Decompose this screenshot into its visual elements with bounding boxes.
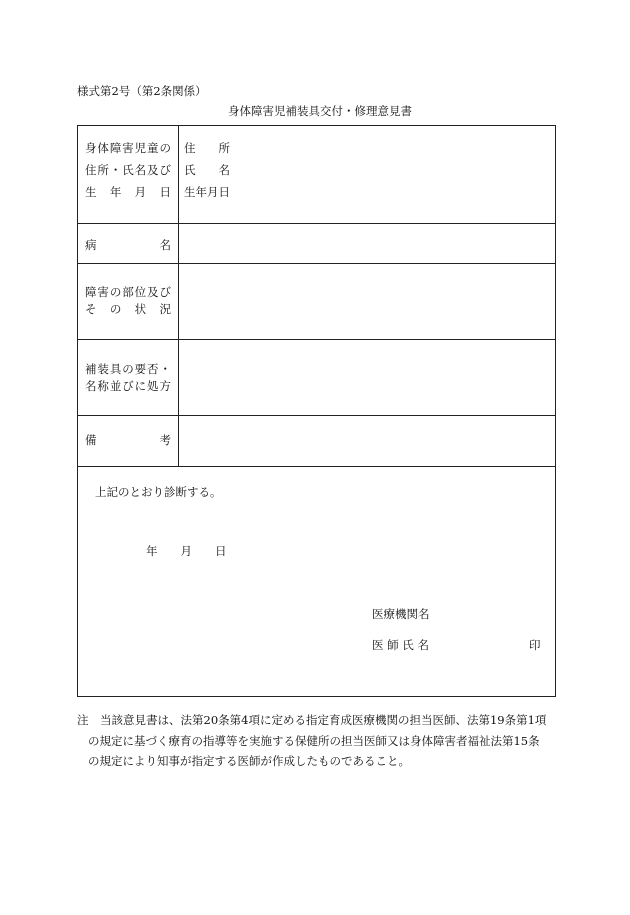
opinion-form-table — [77, 125, 556, 697]
row-divider — [78, 466, 555, 467]
label-line: 生 年 月 日 — [85, 185, 171, 199]
child-info-label — [85, 140, 171, 201]
certify-date: 年 月 日 — [146, 544, 227, 558]
footnote-line: 注 当該意見書は、法第20条第4項に定める指定育成医療機関の担当医師、法第19条第1項 — [77, 713, 547, 727]
doctor-name-label: 医 師 氏 名 — [372, 638, 429, 652]
label-line: 名 称 並 び に 処 方 — [85, 379, 171, 393]
seal-mark: 印 — [529, 638, 541, 652]
name-field-label: 氏 名 — [184, 163, 230, 177]
label-line: 障 害 の 部 位 及 び — [85, 285, 171, 299]
disease-label — [85, 237, 171, 254]
row-divider — [78, 339, 555, 340]
label-line: 身 体 障 害 児 童 の — [85, 141, 171, 155]
form-number: 様式第2号（第2条関係） — [77, 84, 207, 98]
institution-label: 医療機関名 — [372, 607, 430, 621]
device-label — [85, 361, 171, 395]
footnote — [77, 710, 557, 772]
certify-statement: 上記のとおり診断する。 — [95, 485, 222, 499]
row-divider — [78, 415, 555, 416]
remarks-label — [85, 432, 171, 449]
label-line: 病 名 — [85, 238, 171, 252]
footnote-line: の規定により知事が指定する医師が作成したものであること。 — [88, 754, 410, 768]
column-divider — [178, 126, 179, 466]
disability-label — [85, 284, 171, 318]
footnote-line: の規定に基づく療育の指導等を実施する保健所の担当医師又は身体障害者福祉法第15条 — [88, 733, 540, 748]
address-field-label: 住 所 — [184, 141, 230, 155]
row-divider — [78, 263, 555, 264]
label-line: 住 所 ・ 氏 名 及 び — [85, 163, 171, 177]
label-line: そ の 状 況 — [85, 302, 171, 316]
row-divider — [78, 223, 555, 224]
label-line: 補 装 具 の 要 否 ・ — [85, 362, 171, 376]
birthdate-field-label: 生年月日 — [184, 185, 230, 199]
label-line: 備 考 — [85, 433, 171, 447]
document-title: 身体障害児補装具交付・修理意見書 — [228, 104, 412, 118]
